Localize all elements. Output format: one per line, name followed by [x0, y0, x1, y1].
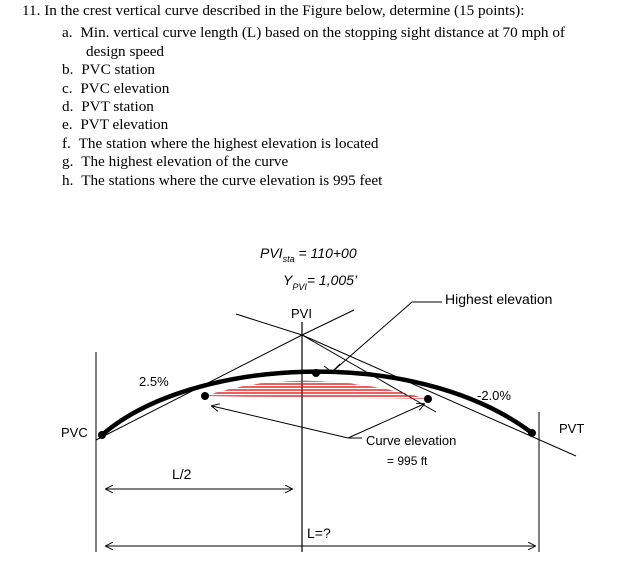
question-item-b	[62, 61, 155, 79]
pvt-label: PVT	[559, 421, 585, 436]
pvi-elevation-sub: PVI	[292, 282, 307, 292]
elevation-995-right-point	[424, 395, 432, 403]
question-item-d	[62, 98, 154, 116]
pvi-station-label	[260, 245, 357, 264]
item-text: PVT station	[81, 98, 154, 115]
half-length-label: L/2	[172, 466, 192, 482]
crest-vertical-curve-figure	[0, 230, 626, 581]
pvi-station-value: = 110+00	[294, 245, 357, 261]
question-item-e	[62, 116, 168, 134]
item-marker: e.	[62, 116, 73, 133]
question-number: 11.	[22, 2, 41, 19]
question-item-h	[62, 172, 382, 190]
item-marker: h.	[62, 172, 74, 189]
question-item-a-continuation	[86, 43, 164, 61]
item-text: The stations where the curve elevation is 995 feet	[81, 172, 383, 189]
pvc-point	[98, 431, 106, 439]
highest-elevation-label: Highest elevation	[445, 291, 553, 307]
item-marker: b.	[62, 61, 74, 78]
curve-elevation-label: Curve elevation	[366, 433, 457, 448]
elevation-hatch-region	[200, 372, 440, 399]
item-text: The station where the highest elevation is located	[78, 135, 379, 152]
item-text: The highest elevation of the curve	[81, 153, 289, 170]
question-item-c	[62, 80, 169, 98]
question-item-g	[62, 153, 288, 171]
pvi-station-main: PVI	[260, 245, 283, 261]
question-item-a	[62, 24, 565, 42]
pvi-station-sub: sta	[282, 254, 295, 264]
item-text: PVC elevation	[80, 80, 170, 97]
curve-elevation-leader-left	[212, 406, 348, 438]
pvc-label: PVC	[61, 425, 88, 440]
curve-elevation-value: = 995 ft	[387, 454, 428, 468]
item-marker: g.	[62, 153, 74, 170]
curve-length-label: L=?	[307, 525, 331, 541]
question-intro-text: In the crest vertical curve described in the Figure below, determine (15 points):	[44, 2, 525, 19]
pvi-label: PVI	[291, 306, 312, 321]
pvi-elevation-value: = 1,005’	[306, 272, 358, 288]
back-grade-label: 2.5%	[139, 374, 169, 389]
forward-grade-label: -2.0%	[477, 388, 511, 403]
item-text: design speed	[86, 43, 165, 60]
pvi-elevation-label	[283, 272, 358, 292]
item-marker: a.	[62, 24, 73, 41]
item-marker: d.	[62, 98, 74, 115]
item-text: PVC station	[81, 61, 156, 78]
question-item-f	[62, 135, 379, 153]
item-text: Min. vertical curve length (L) based on the stopping sight distance at 70 mph of	[80, 24, 565, 41]
pvt-point	[528, 429, 536, 437]
item-text: PVT elevation	[80, 116, 169, 133]
item-marker: c.	[62, 80, 73, 97]
pvi-elevation-main: Y	[283, 272, 293, 288]
highest-point	[312, 369, 320, 377]
elevation-995-left-point	[201, 392, 209, 400]
question-intro	[22, 2, 524, 20]
item-marker: f.	[62, 135, 71, 152]
